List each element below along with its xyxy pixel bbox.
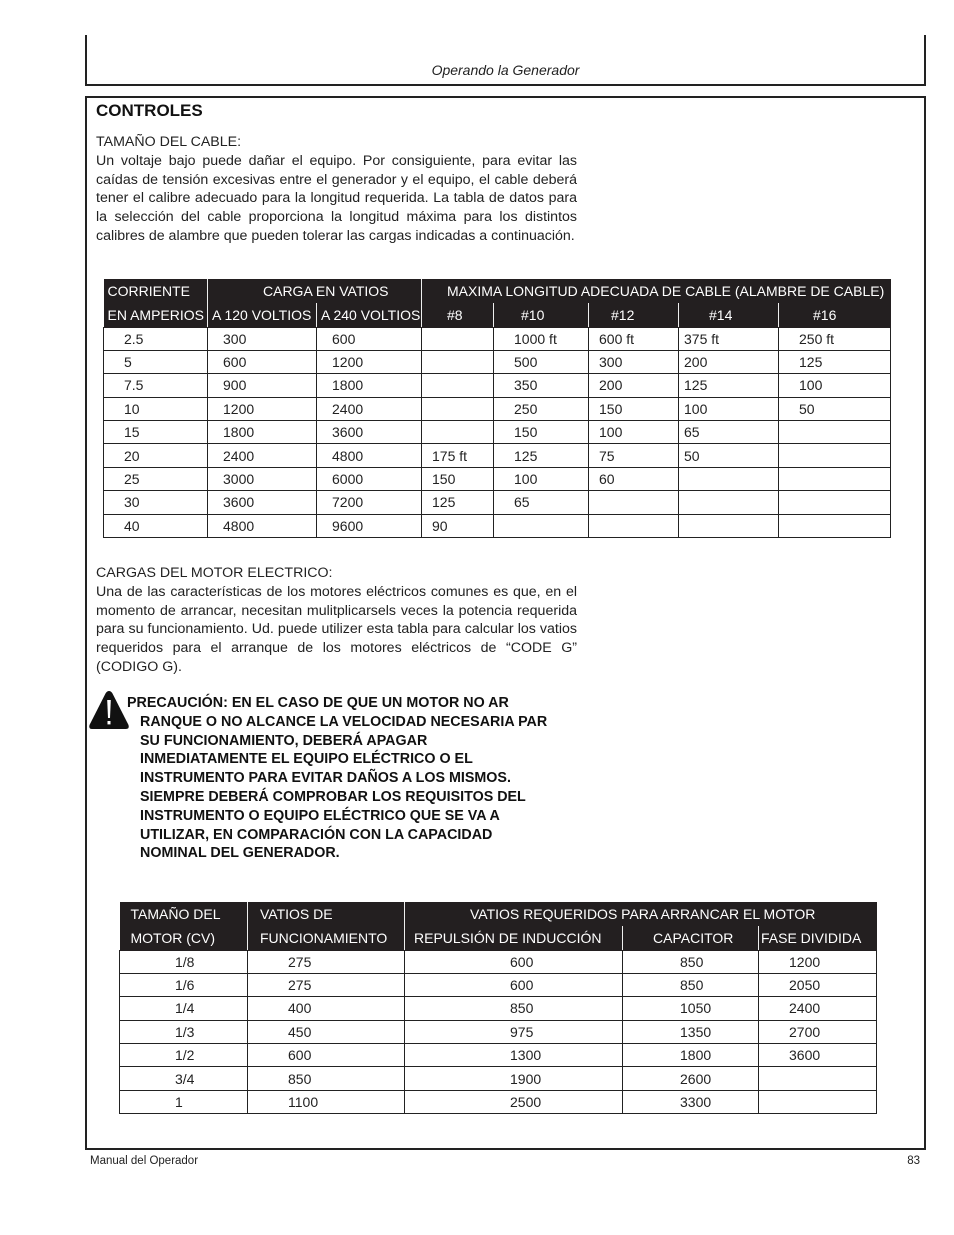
table-cell — [679, 467, 779, 490]
motor-header-funcionamiento: FUNCIONAMIENTO — [248, 926, 405, 950]
table-cell — [679, 491, 779, 514]
table-cell: 2700 — [759, 1020, 877, 1043]
cable-paragraph — [96, 133, 577, 246]
motor-paragraph — [96, 564, 577, 677]
table-cell: 850 — [405, 997, 623, 1020]
table-cell: 2.5 — [104, 327, 208, 350]
caution-line: PRECAUCIÓN: EN EL CASO DE QUE UN MOTOR NO AR — [127, 695, 509, 711]
table-row — [120, 1067, 877, 1090]
caution-line: NOMINAL DEL GENERADOR. — [140, 845, 340, 862]
table-cell: 1/2 — [120, 1044, 248, 1067]
cable-header-amperios: EN AMPERIOS — [104, 303, 208, 327]
caution-line: INMEDIATAMENTE EL EQUIPO ELÉCTRICO O EL — [140, 751, 473, 768]
table-cell: 1300 — [405, 1044, 623, 1067]
table-cell: 975 — [405, 1020, 623, 1043]
table-cell: 1000 ft — [494, 327, 589, 350]
caution-line: RANQUE O NO ALCANCE LA VELOCIDAD NECESARIA PAR — [140, 713, 548, 730]
table-cell: 1/6 — [120, 973, 248, 996]
table-cell — [779, 491, 891, 514]
table-cell: 100 — [494, 467, 589, 490]
table-cell — [779, 421, 891, 444]
motor-label: CARGAS DEL MOTOR ELECTRICO: — [96, 565, 333, 581]
table-cell — [779, 514, 891, 537]
table-cell: 3600 — [208, 491, 317, 514]
caution-line: INSTRUMENTO O EQUIPO ELÉCTRICO QUE SE VA A — [140, 807, 500, 824]
table-cell: 3600 — [317, 421, 422, 444]
table-cell: 2500 — [405, 1090, 623, 1113]
motor-text: Una de las características de los motores eléctricos comunes es que, en el momento de arrancar, necesitan mulitplicarsels veces la potencia requerida para su funcionamiento. Ud. puede utilizer esta tabla para calcular los vatios requeridos para el arranque de los motores eléctricos de “CODE G” (CODIGO G). — [96, 583, 577, 675]
motor-header-cv: MOTOR (CV) — [120, 926, 248, 950]
table-cell: 175 ft — [422, 444, 494, 467]
table-cell: 2050 — [759, 973, 877, 996]
table-row — [104, 514, 891, 537]
table-cell: 1050 — [623, 997, 759, 1020]
table-row — [104, 421, 891, 444]
table-cell: 1100 — [248, 1090, 405, 1113]
table-cell: 1800 — [623, 1044, 759, 1067]
cable-table — [103, 279, 891, 538]
table-cell — [759, 1090, 877, 1113]
table-cell — [422, 350, 494, 373]
table-cell: 275 — [248, 973, 405, 996]
cable-header-240v: A 240 VOLTIOS — [317, 303, 422, 327]
table-row — [120, 1090, 877, 1113]
table-cell: 2400 — [317, 397, 422, 420]
table-cell: 3000 — [208, 467, 317, 490]
table-cell — [589, 514, 679, 537]
table-cell: 1/8 — [120, 950, 248, 973]
cable-header-120v: A 120 VOLTIOS — [208, 303, 317, 327]
table-cell — [422, 397, 494, 420]
table-cell: 50 — [779, 397, 891, 420]
table-cell: 600 — [248, 1044, 405, 1067]
table-cell: 600 — [405, 973, 623, 996]
table-cell: 1/3 — [120, 1020, 248, 1043]
cable-table-body — [104, 327, 891, 538]
table-cell: 1900 — [405, 1067, 623, 1090]
table-cell: 375 ft — [679, 327, 779, 350]
table-cell: 300 — [589, 350, 679, 373]
table-cell: 100 — [779, 374, 891, 397]
table-cell: 600 ft — [589, 327, 679, 350]
cable-header-awg14: #14 — [679, 303, 779, 327]
cable-header-longitud: MAXIMA LONGITUD ADECUADA DE CABLE (ALAMBRE DE CABLE) — [422, 279, 891, 303]
table-cell: 400 — [248, 997, 405, 1020]
table-row — [104, 467, 891, 490]
table-cell: 200 — [679, 350, 779, 373]
table-cell: 350 — [494, 374, 589, 397]
caution-line: INSTRUMENTO PARA EVITAR DAÑOS A LOS MISMOS. — [140, 770, 511, 787]
table-cell: 300 — [208, 327, 317, 350]
table-cell: 150 — [589, 397, 679, 420]
table-cell: 250 ft — [779, 327, 891, 350]
table-cell: 5 — [104, 350, 208, 373]
motor-table — [119, 902, 877, 1114]
table-cell — [589, 491, 679, 514]
table-cell: 1200 — [317, 350, 422, 373]
table-cell: 7.5 — [104, 374, 208, 397]
table-cell: 1 — [120, 1090, 248, 1113]
table-cell: 125 — [494, 444, 589, 467]
table-cell: 7200 — [317, 491, 422, 514]
cable-header-awg10: #10 — [494, 303, 589, 327]
table-cell: 100 — [679, 397, 779, 420]
table-cell: 850 — [623, 950, 759, 973]
table-cell: 600 — [317, 327, 422, 350]
section-title: CONTROLES — [96, 101, 203, 120]
footer-manual: Manual del Operador — [90, 1155, 199, 1167]
table-cell — [779, 467, 891, 490]
table-cell: 150 — [422, 467, 494, 490]
table-cell: 850 — [623, 973, 759, 996]
table-cell: 4800 — [317, 444, 422, 467]
header-title: Operando la Generador — [431, 62, 580, 78]
table-cell: 1200 — [759, 950, 877, 973]
cable-header-awg12: #12 — [589, 303, 679, 327]
caution-line: SIEMPRE DEBERÁ COMPROBAR LOS REQUISITOS DEL — [140, 788, 526, 805]
table-cell: 2400 — [759, 997, 877, 1020]
motor-header-repulsion: REPULSIÓN DE INDUCCIÓN — [405, 926, 623, 950]
table-cell — [679, 514, 779, 537]
table-cell: 75 — [589, 444, 679, 467]
motor-header-fase: FASE DIVIDIDA — [759, 926, 877, 950]
table-row — [104, 350, 891, 373]
table-cell: 1/4 — [120, 997, 248, 1020]
table-cell: 65 — [679, 421, 779, 444]
table-cell: 3/4 — [120, 1067, 248, 1090]
table-cell: 3600 — [759, 1044, 877, 1067]
table-cell: 250 — [494, 397, 589, 420]
table-cell: 1200 — [208, 397, 317, 420]
table-cell — [494, 514, 589, 537]
table-cell: 125 — [422, 491, 494, 514]
table-cell: 60 — [589, 467, 679, 490]
motor-table-body — [120, 950, 877, 1114]
table-cell: 125 — [679, 374, 779, 397]
caution-line: SU FUNCIONAMIENTO, DEBERÁ APAGAR — [140, 732, 428, 749]
motor-header-vatios: VATIOS DE — [248, 902, 405, 926]
table-cell: 10 — [104, 397, 208, 420]
table-row — [120, 997, 877, 1020]
table-cell: 850 — [248, 1067, 405, 1090]
table-cell: 600 — [405, 950, 623, 973]
table-cell: 15 — [104, 421, 208, 444]
table-cell: 1800 — [208, 421, 317, 444]
table-cell: 900 — [208, 374, 317, 397]
table-row — [104, 444, 891, 467]
header-frame — [85, 35, 926, 86]
table-cell: 20 — [104, 444, 208, 467]
table-row — [120, 1020, 877, 1043]
table-cell: 200 — [589, 374, 679, 397]
cable-label: TAMAÑO DEL CABLE: — [96, 134, 242, 150]
table-cell: 50 — [679, 444, 779, 467]
table-row — [120, 1044, 877, 1067]
table-cell: 500 — [494, 350, 589, 373]
table-cell — [422, 327, 494, 350]
table-cell: 90 — [422, 514, 494, 537]
table-cell — [779, 444, 891, 467]
motor-header-capacitor: CAPACITOR — [623, 926, 759, 950]
table-cell: 1800 — [317, 374, 422, 397]
table-cell: 1350 — [623, 1020, 759, 1043]
cable-header-carga: CARGA EN VATIOS — [208, 279, 422, 303]
table-cell: 3300 — [623, 1090, 759, 1113]
cable-header-awg8: #8 — [422, 303, 494, 327]
table-cell: 65 — [494, 491, 589, 514]
table-cell: 2400 — [208, 444, 317, 467]
table-cell: 30 — [104, 491, 208, 514]
table-cell: 2600 — [623, 1067, 759, 1090]
table-cell: 450 — [248, 1020, 405, 1043]
table-row — [104, 327, 891, 350]
table-row — [104, 397, 891, 420]
table-row — [104, 374, 891, 397]
motor-header-tamano: TAMAÑO DEL — [120, 902, 248, 926]
table-cell: 150 — [494, 421, 589, 444]
table-cell: 25 — [104, 467, 208, 490]
table-cell — [422, 421, 494, 444]
table-row — [104, 491, 891, 514]
cable-header-awg16: #16 — [779, 303, 891, 327]
table-cell: 40 — [104, 514, 208, 537]
table-cell: 9600 — [317, 514, 422, 537]
table-cell: 275 — [248, 950, 405, 973]
table-cell: 125 — [779, 350, 891, 373]
table-cell: 100 — [589, 421, 679, 444]
table-cell: 600 — [208, 350, 317, 373]
table-cell — [759, 1067, 877, 1090]
table-cell: 6000 — [317, 467, 422, 490]
table-row — [120, 950, 877, 973]
warning-icon — [88, 690, 130, 730]
cable-header-corriente: CORRIENTE — [104, 279, 208, 303]
caution-line: UTILIZAR, EN COMPARACIÓN CON LA CAPACIDAD — [140, 826, 493, 843]
caution-text — [127, 694, 597, 863]
cable-text: Un voltaje bajo puede dañar el equipo. Por consiguiente, para evitar las caídas de tensión excesivas entre el generador y el equipo, el cable deberá tener el calibre adecuado para la longitud requerida. La tabla de datos para la selección del cable proporciona la longitud máxima para los distintos calibres de alambre que pueden tolerar las cargas indicadas a continuación. — [96, 152, 577, 244]
table-cell: 4800 — [208, 514, 317, 537]
table-row — [120, 973, 877, 996]
page-number: 83 — [907, 1155, 920, 1167]
motor-header-arranque: VATIOS REQUERIDOS PARA ARRANCAR EL MOTOR — [405, 902, 877, 926]
table-cell — [422, 374, 494, 397]
